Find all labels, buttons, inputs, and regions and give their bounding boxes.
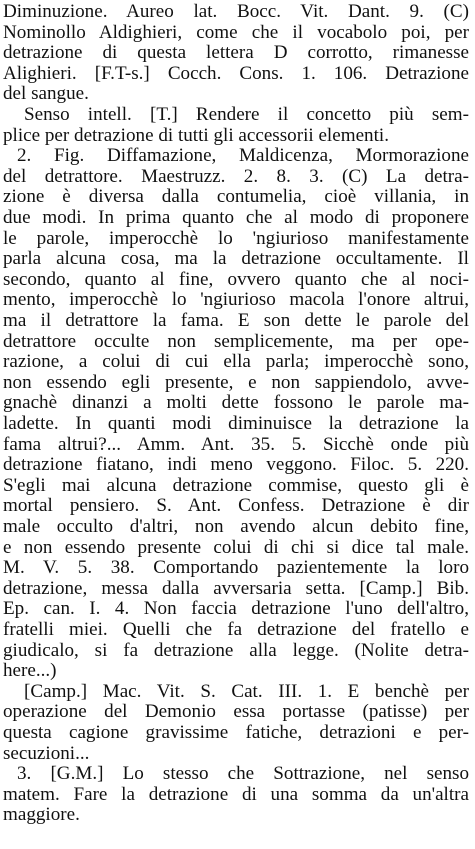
- text-line: operazione del Demonio essa portasse (patisse) per: [3, 701, 469, 723]
- text-line: Nominollo Aldighieri, come che il vocabolo poi, per: [3, 21, 469, 43]
- text-line: Senso intell. [T.] Rendere il concetto più sem-: [24, 104, 469, 125]
- text-line: [Camp.] Mac. Vit. S. Cat. III. 1. E benchè per: [24, 680, 469, 702]
- text-line: here...): [3, 660, 57, 682]
- text-line: due modi. In prima quanto che al modo di proponere: [3, 207, 469, 228]
- text-line: plice per detrazione di tutti gli accessorii elementi.: [3, 124, 389, 146]
- text-line: fama altrui?... Amm. Ant. 35. 5. Sicchè onde più: [3, 433, 469, 455]
- text-line: ladette. In quanti modi diminuisce la detrazione la: [3, 413, 469, 434]
- text-line: secondo, quanto al fine, ovvero quanto che al noci-: [3, 268, 469, 290]
- text-line: 2. Fig. Diffamazione, Maldicenza, Mormorazione: [17, 145, 469, 167]
- text-line: S'egli mai alcuna detrazione commise, questo gli è: [3, 474, 469, 496]
- text-line: e non essendo presente colui di chi si dice tal male.: [3, 536, 469, 558]
- text-line: Alighieri. [F.T-s.] Cocch. Cons. 1. 106. Detrazione: [3, 62, 469, 84]
- text-line: ma il detrattore la fama. E son dette le parole del: [3, 310, 469, 331]
- text-line: detrazione, messa dalla avversaria setta. [Camp.] Bib.: [3, 577, 469, 599]
- text-line: non essendo egli presente, e non sappiendolo, avve-: [3, 371, 469, 393]
- text-line: detrazione fiatano, indi meno veggono. Filoc. 5. 220.: [3, 454, 469, 476]
- text-line: secuzioni...: [3, 742, 90, 764]
- text-line: zione è diversa dalla contumelia, cioè villania, in: [3, 186, 469, 208]
- text-line: le parole, imperocchè lo 'ngiurioso manifestamente: [3, 227, 469, 249]
- text-line: gnachè dinanzi a molti dette fossono le parole ma-: [3, 392, 469, 414]
- text-line: razione, a colui di cui ella parla; imperocchè sono,: [3, 351, 469, 373]
- text-line: male occulto d'altri, non avendo alcun debito fine,: [3, 516, 469, 537]
- text-line: parla alcuna cosa, ma la detrazione occultamente. Il: [3, 248, 469, 270]
- text-line: detrattore occulte non semplicemente, ma per ope-: [3, 330, 469, 352]
- text-line: mento, imperocchè lo 'ngiurioso macola l'onore altrui,: [3, 289, 469, 311]
- text-line: del detrattore. Maestruzz. 2. 8. 3. (C) La detra-: [3, 165, 469, 187]
- text-line: questa cagione gravissime fatiche, detrazioni e per-: [3, 722, 469, 743]
- text-line: Diminuzione. Aureo lat. Bocc. Vit. Dant. 9. (C): [3, 1, 469, 22]
- text-line: maggiore.: [3, 804, 80, 826]
- text-line: matem. Fare la detrazione di una somma da un'altra: [3, 783, 469, 805]
- text-line: detrazione di questa lettera D corrotto, rimanesse: [3, 42, 469, 64]
- text-line: mortal pensiero. S. Ant. Confess. Detrazione è dir: [3, 495, 469, 517]
- text-line: giudicalo, si fa detrazione alla legge. (Nolite detra-: [3, 639, 469, 661]
- text-line: del sangue.: [3, 83, 89, 105]
- text-line: 3. [G.M.] Lo stesso che Sottrazione, nel senso: [17, 763, 469, 785]
- text-line: fratelli miei. Quelli che fa detrazione del fratello e: [3, 619, 469, 640]
- text-line: M. V. 5. 38. Comportando pazientemente la loro: [3, 557, 469, 579]
- text-line: Ep. can. I. 4. Non faccia detrazione l'uno dell'altro,: [3, 598, 469, 620]
